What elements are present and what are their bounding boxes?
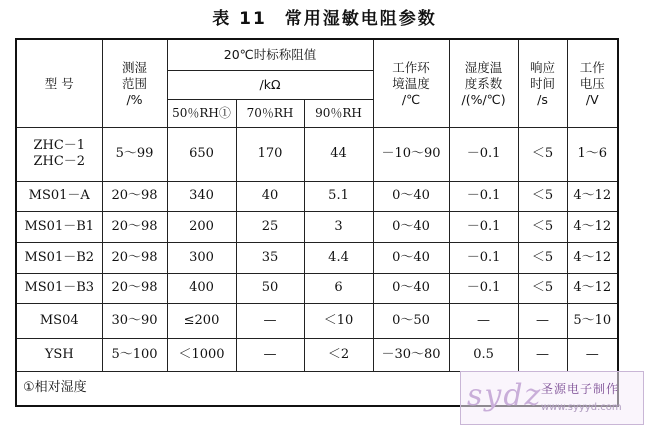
- cell-model: MS01－A: [16, 181, 102, 212]
- cell-rh50: 300: [167, 242, 236, 273]
- header-range: 测湿 范围 /%: [102, 39, 167, 128]
- cell-range: 5～100: [102, 338, 167, 371]
- cell-temp: 0～50: [373, 304, 449, 339]
- cell-rh50: 340: [167, 181, 236, 212]
- cell-rh50: 650: [167, 128, 236, 181]
- cell-response: ＜5: [518, 212, 567, 243]
- cell-voltage: 4～12: [567, 242, 618, 273]
- header-model: 型 号: [16, 39, 102, 128]
- table-row: [16, 128, 618, 181]
- watermark-logo: sydz: [467, 378, 543, 413]
- cell-rh70: 35: [236, 242, 304, 273]
- cell-rh90: 44: [304, 128, 373, 181]
- cell-temp: 0～40: [373, 212, 449, 243]
- cell-rh70: 170: [236, 128, 304, 181]
- header-response: 响应 时间 /s: [518, 39, 567, 128]
- table-row: [16, 181, 618, 212]
- cell-temp: 0～40: [373, 181, 449, 212]
- cell-range: 20～98: [102, 181, 167, 212]
- watermark-name: 圣源电子制作: [541, 382, 620, 396]
- cell-model: ZHC－1 ZHC－2: [16, 128, 102, 181]
- cell-rh70: 50: [236, 273, 304, 304]
- cell-rh70: 40: [236, 181, 304, 212]
- table-caption: 常用湿敏电阻参数: [284, 9, 437, 29]
- table-row: [16, 242, 618, 273]
- header-temp: 工作环 境温度 /℃: [373, 39, 449, 128]
- cell-voltage: 5～10: [567, 304, 618, 339]
- cell-response: ＜5: [518, 128, 567, 181]
- cell-rh90: 5.1: [304, 181, 373, 212]
- cell-rh90: ＜2: [304, 338, 373, 371]
- header-resistance: 20℃时标称阻值: [167, 39, 373, 71]
- cell-voltage: 4～12: [567, 273, 618, 304]
- cell-coef: —: [449, 304, 518, 339]
- cell-range: 20～98: [102, 212, 167, 243]
- cell-model: MS01－B3: [16, 273, 102, 304]
- header-coef: 湿度温 度系数 /(%/℃): [449, 39, 518, 128]
- cell-voltage: 4～12: [567, 212, 618, 243]
- cell-rh70: —: [236, 338, 304, 371]
- cell-rh70: 25: [236, 212, 304, 243]
- cell-model: MS01－B1: [16, 212, 102, 243]
- cell-rh90: 4.4: [304, 242, 373, 273]
- header-rh90: 90％RH: [304, 99, 373, 128]
- cell-voltage: —: [567, 338, 618, 371]
- cell-response: ＜5: [518, 273, 567, 304]
- cell-coef: －0.1: [449, 212, 518, 243]
- params-table: [15, 38, 619, 407]
- cell-range: 20～98: [102, 242, 167, 273]
- cell-model: MS01－B2: [16, 242, 102, 273]
- header-voltage: 工作 电压 /V: [567, 39, 618, 128]
- cell-coef: 0.5: [449, 338, 518, 371]
- cell-response: ＜5: [518, 181, 567, 212]
- table-title: [0, 4, 649, 29]
- cell-rh90: 3: [304, 212, 373, 243]
- cell-model: MS04: [16, 304, 102, 339]
- cell-response: —: [518, 338, 567, 371]
- table-row: [16, 273, 618, 304]
- cell-rh50: 400: [167, 273, 236, 304]
- cell-coef: －0.1: [449, 242, 518, 273]
- table-row: [16, 338, 618, 371]
- cell-rh50: 200: [167, 212, 236, 243]
- cell-coef: －0.1: [449, 181, 518, 212]
- cell-response: ＜5: [518, 242, 567, 273]
- watermark-url: www.syyyd.com: [541, 402, 622, 413]
- cell-temp: －10～90: [373, 128, 449, 181]
- table-row: [16, 212, 618, 243]
- header-rh50: 50％RH①: [167, 99, 236, 128]
- cell-voltage: 4～12: [567, 181, 618, 212]
- cell-range: 20～98: [102, 273, 167, 304]
- footnote: ①相对湿度: [16, 371, 618, 406]
- cell-range: 30～90: [102, 304, 167, 339]
- cell-model: YSH: [16, 338, 102, 371]
- cell-rh50: ＜1000: [167, 338, 236, 371]
- header-rh70: 70％RH: [236, 99, 304, 128]
- cell-temp: 0～40: [373, 273, 449, 304]
- cell-temp: 0～40: [373, 242, 449, 273]
- cell-rh90: ＜10: [304, 304, 373, 339]
- cell-temp: －30～80: [373, 338, 449, 371]
- header-resistance-unit: /kΩ: [167, 71, 373, 100]
- cell-response: —: [518, 304, 567, 339]
- cell-coef: －0.1: [449, 273, 518, 304]
- cell-rh90: 6: [304, 273, 373, 304]
- cell-rh50: ≤200: [167, 304, 236, 339]
- watermark: [460, 371, 644, 425]
- table-number: 表 11: [212, 9, 267, 29]
- cell-range: 5～99: [102, 128, 167, 181]
- cell-voltage: 1～6: [567, 128, 618, 181]
- table-row: [16, 304, 618, 339]
- cell-rh70: —: [236, 304, 304, 339]
- cell-coef: －0.1: [449, 128, 518, 181]
